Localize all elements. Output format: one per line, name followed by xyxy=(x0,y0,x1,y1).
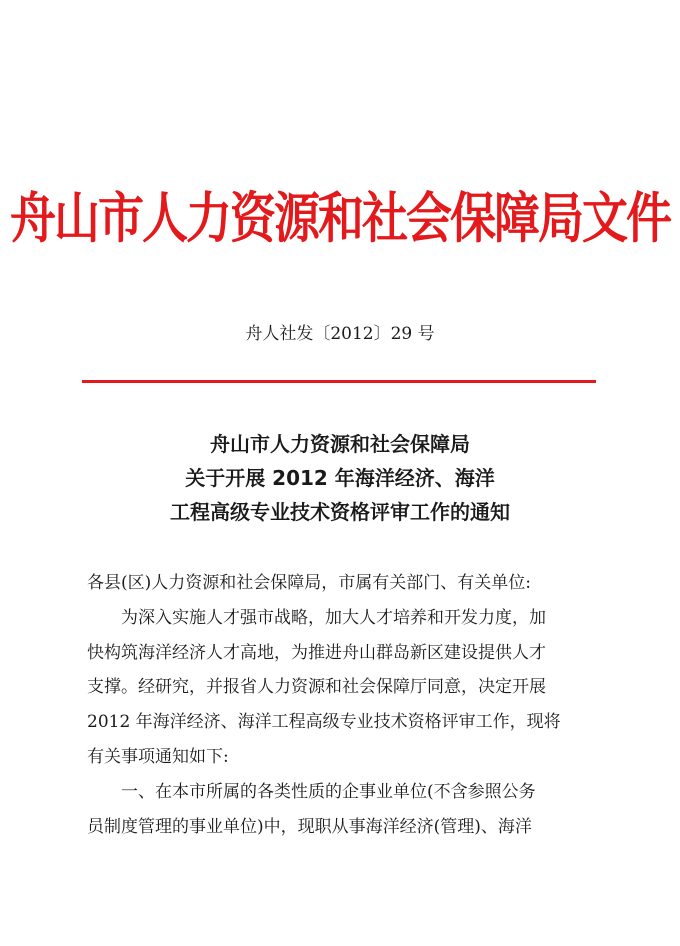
body-line: 快构筑海洋经济人才高地，为推进舟山群岛新区建设提供人才 xyxy=(87,642,546,663)
body-line: 一、在本市所属的各类性质的企事业单位(不含参照公务 xyxy=(121,781,536,802)
agency-header-title: 舟山市人力资源和社会保障局文件 xyxy=(10,186,670,250)
red-divider-line xyxy=(82,380,596,383)
body-line: 2012 年海洋经济、海洋工程高级专业技术资格评审工作，现将 xyxy=(87,712,561,733)
notice-title xyxy=(0,427,680,529)
notice-title-line: 舟山市人力资源和社会保障局 xyxy=(210,432,470,456)
body-line: 支撑。经研究，并报省人力资源和社会保障厅同意，决定开展 xyxy=(87,677,546,698)
body-line: 员制度管理的事业单位)中，现职从事海洋经济(管理)、海洋 xyxy=(87,816,532,837)
body-line: 为深入实施人才强市战略，加大人才培养和开发力度，加 xyxy=(121,607,546,628)
notice-title-line: 工程高级专业技术资格评审工作的通知 xyxy=(170,500,510,524)
salutation-line: 各县(区)人力资源和社会保障局，市属有关部门、有关单位: xyxy=(87,573,531,593)
document-number: 舟人社发〔2012〕29 号 xyxy=(245,324,435,344)
body-line: 有关事项通知如下: xyxy=(87,746,229,767)
notice-body xyxy=(87,566,597,844)
notice-title-line: 关于开展 2012 年海洋经济、海洋 xyxy=(185,466,495,490)
